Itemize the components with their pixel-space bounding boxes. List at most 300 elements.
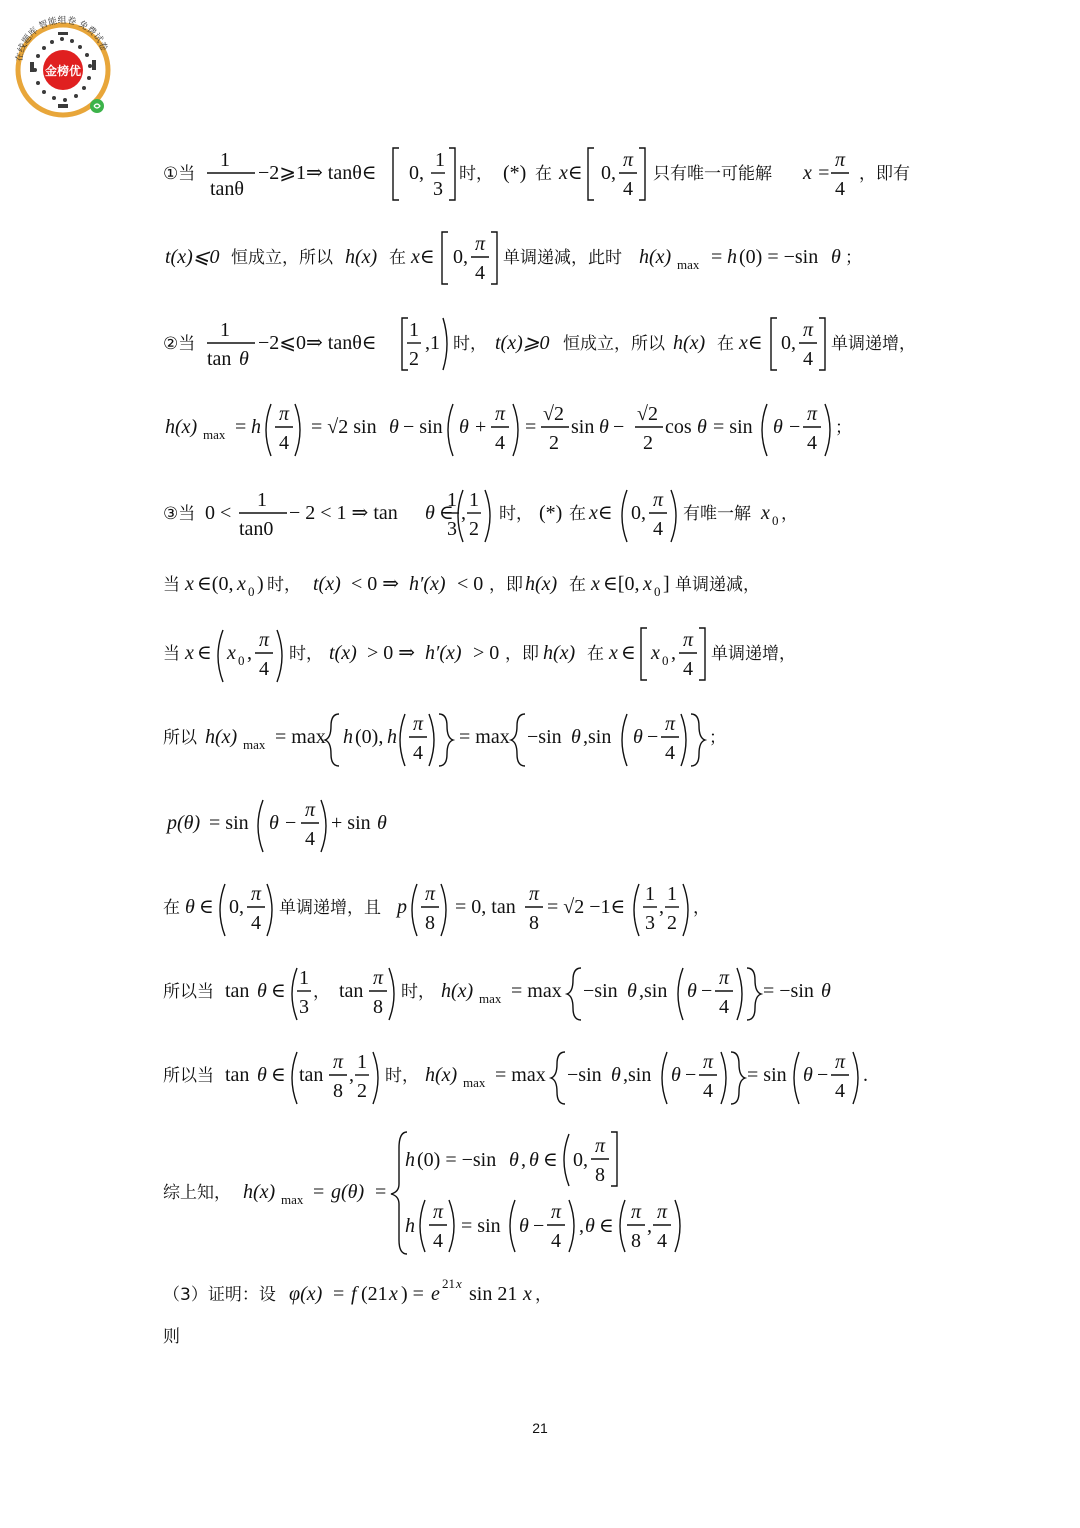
svg-text:4: 4 — [835, 178, 845, 200]
line-2 — [163, 230, 883, 290]
svg-text:1: 1 — [645, 883, 655, 905]
svg-text:−: − — [817, 1064, 829, 1086]
t-le-zero: t(x)⩽0 — [165, 246, 220, 268]
svg-text:,sin: ,sin — [623, 1064, 652, 1086]
svg-text:∈: ∈ — [621, 642, 636, 664]
svg-text:= max: = max — [459, 726, 510, 748]
svg-text:> 0: > 0 — [473, 642, 500, 664]
comma: ， — [693, 898, 710, 918]
svg-text:4: 4 — [657, 1230, 667, 1252]
star-equation-ref: (*) — [503, 162, 527, 184]
comma: ， — [781, 504, 798, 524]
svg-text:4: 4 — [413, 742, 423, 764]
svg-text:−: − — [533, 1215, 545, 1237]
svg-text:]: ] — [663, 573, 670, 595]
semicolon: ； — [845, 248, 862, 268]
cn-only-solution: 只有唯一可能解 — [653, 164, 772, 184]
svg-text:π: π — [475, 233, 486, 255]
svg-text:π: π — [333, 1051, 344, 1073]
svg-text:∈: ∈ — [197, 642, 212, 664]
svg-text:x: x — [237, 573, 246, 595]
svg-text:x∈: x∈ — [589, 502, 613, 524]
svg-text:x: x — [456, 1276, 462, 1291]
case1-label: ①当 — [163, 164, 196, 184]
svg-text:θ: θ — [269, 812, 279, 834]
svg-text:h(x): h(x) — [243, 1181, 276, 1203]
svg-text:π: π — [835, 1051, 846, 1073]
svg-text:=: = — [375, 1181, 387, 1203]
svg-text:θ: θ — [459, 416, 469, 438]
svg-text:0,: 0, — [781, 332, 796, 354]
svg-text:4: 4 — [623, 178, 633, 200]
cn-so-when: 所以当 — [163, 1066, 214, 1086]
svg-text:0 <: 0 < — [205, 502, 232, 524]
svg-text:−: − — [685, 1064, 697, 1086]
svg-text:π: π — [657, 1201, 668, 1223]
svg-text:x: x — [227, 642, 236, 664]
svg-text:8: 8 — [631, 1230, 641, 1252]
cn-when: 当 — [163, 644, 180, 664]
svg-text:h′(x): h′(x) — [425, 642, 462, 664]
svg-text:1: 1 — [667, 883, 677, 905]
svg-text:θ: θ — [257, 980, 267, 1002]
svg-text:x: x — [643, 573, 652, 595]
svg-text:= sin: = sin — [713, 416, 753, 438]
svg-text:< 0 ⇒: < 0 ⇒ — [351, 573, 400, 595]
svg-text:(0),: (0), — [355, 726, 384, 748]
logo-slogan: 在线题库 智能组卷 免费试卷 — [14, 15, 109, 63]
svg-text:4: 4 — [433, 1230, 443, 1252]
svg-text:θ: θ — [697, 416, 707, 438]
svg-text:x: x — [591, 573, 600, 595]
svg-text:0,: 0, — [229, 896, 244, 918]
svg-text:θ: θ — [627, 980, 637, 1002]
cn-unique-solution: 有唯一解 — [683, 504, 751, 524]
svg-text:π: π — [595, 1135, 606, 1157]
svg-text:∈: ∈ — [199, 896, 214, 918]
svg-text:,sin: ,sin — [639, 980, 668, 1002]
svg-text:=: = — [333, 1283, 345, 1305]
cn-namely: ，即 — [505, 644, 539, 664]
svg-text:π: π — [653, 489, 664, 511]
svg-text:θ: θ — [687, 980, 697, 1002]
svg-text:π: π — [413, 713, 424, 735]
svg-text:4: 4 — [305, 828, 315, 850]
svg-text:> 0 ⇒: > 0 ⇒ — [367, 642, 416, 664]
svg-text:π: π — [529, 883, 540, 905]
svg-text:0: 0 — [248, 584, 255, 599]
svg-text:1: 1 — [435, 149, 445, 171]
svg-text:h(x): h(x) — [639, 246, 672, 268]
svg-text:h: h — [343, 726, 353, 748]
svg-text:g(θ): g(θ) — [331, 1181, 365, 1203]
svg-text:−: − — [613, 416, 625, 438]
line-14-proof — [163, 1276, 583, 1316]
svg-text:−sin: −sin — [527, 726, 562, 748]
svg-text:−: − — [701, 980, 713, 1002]
svg-text:4: 4 — [807, 432, 817, 454]
svg-text:tan: tan — [339, 980, 364, 1002]
svg-text:4: 4 — [835, 1080, 845, 1102]
svg-text:0,: 0, — [601, 162, 616, 184]
svg-text:θ: θ — [671, 1064, 681, 1086]
svg-text:(0) = −sin: (0) = −sin — [739, 246, 819, 268]
page-number: 21 — [532, 1420, 548, 1436]
svg-text:4: 4 — [495, 432, 505, 454]
svg-text:π: π — [631, 1201, 642, 1223]
svg-text:3: 3 — [645, 912, 655, 934]
svg-text:1: 1 — [357, 1051, 367, 1073]
svg-text:(21: (21 — [361, 1283, 388, 1305]
svg-text:π: π — [551, 1201, 562, 1223]
ineq-1: −2⩾1⇒ tanθ∈ — [258, 162, 377, 184]
svg-text:= 0, tan: = 0, tan — [455, 896, 516, 918]
svg-text:π: π — [279, 403, 290, 425]
svg-text:θ: θ — [831, 246, 841, 268]
svg-text:0: 0 — [772, 513, 779, 528]
svg-text:8: 8 — [425, 912, 435, 934]
svg-text:1: 1 — [409, 319, 419, 341]
cn-then: 则 — [163, 1327, 180, 1347]
svg-text:1: 1 — [469, 489, 479, 511]
svg-text:2: 2 — [357, 1080, 367, 1102]
svg-text:4: 4 — [719, 996, 729, 1018]
svg-text:∈: ∈ — [543, 1149, 558, 1171]
svg-text:π: π — [259, 629, 270, 651]
svg-text:− 2 < 1 ⇒ tan: − 2 < 1 ⇒ tan — [289, 502, 398, 524]
line-11 — [163, 964, 863, 1024]
line-15 — [163, 1322, 223, 1352]
svg-text:π: π — [835, 149, 846, 171]
cn-namely: ，即 — [489, 575, 523, 595]
cn-proof-set: （3）证明：设 — [163, 1285, 276, 1305]
svg-text:∈: ∈ — [439, 502, 454, 524]
svg-text:=: = — [525, 416, 537, 438]
svg-text:4: 4 — [803, 348, 813, 370]
svg-text:h: h — [251, 416, 261, 438]
cn-in-summary: 综上知， — [163, 1183, 231, 1203]
svg-text:0,: 0, — [409, 162, 424, 184]
svg-text:x: x — [651, 642, 660, 664]
line-8 — [163, 710, 743, 770]
svg-text:√2: √2 — [543, 403, 564, 425]
svg-text:θ: θ — [611, 1064, 621, 1086]
svg-text:): ) — [257, 573, 264, 595]
svg-text:2: 2 — [667, 912, 677, 934]
svg-text:θ: θ — [519, 1215, 529, 1237]
svg-text:∈(0,: ∈(0, — [197, 573, 234, 595]
svg-text:1: 1 — [220, 319, 230, 341]
line-9 — [163, 796, 423, 856]
svg-text:−: − — [789, 416, 801, 438]
svg-text:0: 0 — [662, 653, 669, 668]
cn-always: 恒成立，所以 — [563, 334, 665, 354]
line-7 — [163, 626, 823, 686]
cn-shi: 时， — [499, 504, 533, 524]
svg-text:− sin: − sin — [403, 416, 443, 438]
svg-text:θ: θ — [509, 1149, 519, 1171]
svg-text:=: = — [235, 416, 247, 438]
svg-text:π: π — [305, 799, 316, 821]
svg-text:h(x): h(x) — [425, 1064, 458, 1086]
line-13-piecewise — [163, 1128, 723, 1258]
svg-text:max: max — [677, 257, 700, 272]
hx: h(x) — [673, 332, 706, 354]
svg-text:π: π — [807, 403, 818, 425]
svg-text:x: x — [389, 1283, 398, 1305]
svg-text:8: 8 — [373, 996, 383, 1018]
svg-text:tan: tan — [225, 980, 250, 1002]
svg-text:−: − — [647, 726, 659, 748]
svg-text:h: h — [405, 1215, 415, 1237]
svg-text:θ: θ — [185, 896, 195, 918]
cn-always: 恒成立，所以 — [231, 248, 333, 268]
cn-zai: 在 — [569, 504, 586, 524]
svg-text:∈: ∈ — [599, 1215, 614, 1237]
svg-text:cos: cos — [665, 416, 692, 438]
svg-text:,: , — [671, 642, 676, 664]
svg-text:+ sin: + sin — [331, 812, 371, 834]
svg-text:= max: = max — [495, 1064, 546, 1086]
site-logo — [8, 6, 118, 122]
svg-text:) =: ) = — [401, 1283, 424, 1305]
svg-text:f: f — [351, 1283, 357, 1305]
cn-zai: 在 — [535, 164, 552, 184]
star-equation-ref: (*) — [539, 502, 563, 524]
svg-text:x: x — [761, 502, 770, 524]
frac-numerator: 1 — [220, 149, 230, 171]
svg-text:θ: θ — [239, 348, 249, 370]
cn-zai: 在 — [389, 248, 406, 268]
svg-text:4: 4 — [703, 1080, 713, 1102]
svg-text:h(x): h(x) — [165, 416, 198, 438]
line-4 — [163, 400, 863, 460]
svg-text:= √2 −1∈: = √2 −1∈ — [547, 896, 626, 918]
cn-shi: 时， — [267, 575, 301, 595]
svg-text:= max: = max — [275, 726, 326, 748]
svg-text:1: 1 — [447, 489, 457, 511]
svg-text:θ: θ — [633, 726, 643, 748]
svg-text:0,: 0, — [453, 246, 468, 268]
svg-text:= −sin: = −sin — [763, 980, 814, 1002]
x-in: x∈ — [739, 332, 763, 354]
semicolon: ； — [709, 728, 726, 748]
svg-text:4: 4 — [251, 912, 261, 934]
svg-text:4: 4 — [279, 432, 289, 454]
svg-text:4: 4 — [653, 518, 663, 540]
svg-text:φ(x): φ(x) — [289, 1283, 323, 1305]
svg-text:x: x — [523, 1283, 532, 1305]
svg-text:∈[0,: ∈[0, — [603, 573, 640, 595]
line-case-2 — [163, 316, 923, 376]
svg-text:,: , — [659, 896, 664, 918]
svg-text:max: max — [281, 1192, 304, 1207]
svg-text:4: 4 — [665, 742, 675, 764]
svg-text:π: π — [683, 629, 694, 651]
mini-program-icon — [90, 99, 104, 113]
svg-text:4: 4 — [683, 658, 693, 680]
svg-text:max: max — [463, 1075, 486, 1090]
comma: ， — [535, 1285, 552, 1305]
svg-text:sin: sin — [571, 416, 595, 438]
ineq-2: −2⩽0⇒ tanθ∈ — [258, 332, 377, 354]
svg-text:θ: θ — [773, 416, 783, 438]
svg-text:2: 2 — [409, 348, 419, 370]
cn-shi: 时， — [459, 164, 493, 184]
cn-shi: 时， — [401, 982, 435, 1002]
svg-text:+: + — [475, 416, 487, 438]
cn-shi: 时， — [385, 1066, 419, 1086]
svg-text:x: x — [185, 573, 194, 595]
case2-label: ②当 — [163, 334, 196, 354]
svg-text:θ: θ — [599, 416, 609, 438]
svg-text:π: π — [703, 1051, 714, 1073]
svg-text:θ: θ — [529, 1149, 539, 1171]
svg-text:3: 3 — [299, 996, 309, 1018]
cn-increasing: 单调递增， — [831, 334, 916, 354]
svg-text:= sin: = sin — [461, 1215, 501, 1237]
x-in: x∈ — [411, 246, 435, 268]
line-6 — [163, 566, 783, 606]
svg-text:h(x): h(x) — [543, 642, 576, 664]
svg-text:3: 3 — [433, 178, 443, 200]
svg-text:8: 8 — [595, 1164, 605, 1186]
svg-text:p(θ): p(θ) — [167, 812, 201, 834]
svg-text:√2: √2 — [637, 403, 658, 425]
cn-when: 当 — [163, 575, 180, 595]
svg-text:tan: tan — [299, 1064, 324, 1086]
svg-text:p: p — [397, 896, 407, 918]
svg-text:π: π — [665, 713, 676, 735]
svg-text:,: , — [349, 1064, 354, 1086]
cn-shi: 时， — [453, 334, 487, 354]
svg-text:θ: θ — [425, 502, 435, 524]
svg-text:θ: θ — [389, 416, 399, 438]
svg-text:21: 21 — [442, 1276, 455, 1291]
svg-text:2: 2 — [643, 432, 653, 454]
cn-zai: 在 — [163, 898, 180, 918]
cn-so: 所以 — [163, 728, 197, 748]
cn-increasing-and: 单调递增，且 — [279, 898, 381, 918]
svg-text:,sin: ,sin — [583, 726, 612, 748]
svg-text:0,: 0, — [573, 1149, 588, 1171]
svg-text:h′(x): h′(x) — [409, 573, 446, 595]
svg-text:t(x): t(x) — [329, 642, 357, 664]
cn-zai: 在 — [717, 334, 734, 354]
svg-text:θ: θ — [571, 726, 581, 748]
svg-text:8: 8 — [333, 1080, 343, 1102]
svg-text:h(x): h(x) — [205, 726, 238, 748]
svg-text:e: e — [431, 1283, 440, 1305]
svg-text:θ: θ — [821, 980, 831, 1002]
svg-text:max: max — [243, 737, 266, 752]
svg-text:h: h — [405, 1149, 415, 1171]
svg-text:= √2 sin: = √2 sin — [311, 416, 377, 438]
svg-text:−: − — [285, 812, 297, 834]
cn-zai: 在 — [587, 644, 604, 664]
svg-text:θ: θ — [257, 1064, 267, 1086]
svg-text:,: , — [521, 1149, 526, 1171]
svg-text:=: = — [711, 246, 723, 268]
cn-decreasing: 单调递减，此时 — [503, 248, 622, 268]
svg-text:h: h — [727, 246, 737, 268]
svg-text:∈: ∈ — [271, 980, 286, 1002]
svg-text:< 0: < 0 — [457, 573, 484, 595]
line-case-1 — [163, 146, 923, 206]
svg-text:= max: = max — [511, 980, 562, 1002]
t-ge-zero: t(x)⩾0 — [495, 332, 550, 354]
x-eq: x = — [803, 162, 831, 184]
svg-text:,: , — [461, 502, 466, 524]
svg-text:0,: 0, — [631, 502, 646, 524]
svg-text:2: 2 — [469, 518, 479, 540]
svg-text:−sin: −sin — [583, 980, 618, 1002]
svg-text:0: 0 — [238, 653, 245, 668]
svg-text:=: = — [313, 1181, 325, 1203]
svg-text:3: 3 — [447, 518, 457, 540]
svg-text:2: 2 — [549, 432, 559, 454]
svg-text:−sin: −sin — [567, 1064, 602, 1086]
svg-text:θ: θ — [803, 1064, 813, 1086]
line-case-3 — [163, 486, 823, 546]
svg-text:= sin: = sin — [747, 1064, 787, 1086]
x-in: x∈ — [559, 162, 583, 184]
semicolon: ； — [835, 418, 852, 438]
svg-text:= sin: = sin — [209, 812, 249, 834]
svg-text:π: π — [251, 883, 262, 905]
svg-text:tan0: tan0 — [239, 518, 274, 540]
svg-text:max: max — [479, 991, 502, 1006]
line-10 — [163, 880, 743, 940]
cn-shi: 时， — [289, 644, 323, 664]
svg-text:x: x — [185, 642, 194, 664]
cn-so-when: 所以当 — [163, 982, 214, 1002]
svg-text:sin 21: sin 21 — [469, 1283, 518, 1305]
svg-text:tan: tan — [225, 1064, 250, 1086]
svg-text:π: π — [623, 149, 634, 171]
svg-text:,: , — [647, 1215, 652, 1237]
svg-text:θ: θ — [585, 1215, 595, 1237]
svg-text:π: π — [425, 883, 436, 905]
cn-namely: ，即有 — [859, 164, 910, 184]
hx: h(x) — [345, 246, 378, 268]
svg-text:,: , — [579, 1215, 584, 1237]
svg-text:π: π — [719, 967, 730, 989]
line-12 — [163, 1048, 883, 1108]
svg-text:1: 1 — [257, 489, 267, 511]
svg-text:h(x): h(x) — [525, 573, 558, 595]
svg-text:max: max — [203, 427, 226, 442]
svg-text:(0) = −sin: (0) = −sin — [417, 1149, 497, 1171]
svg-text:π: π — [433, 1201, 444, 1223]
svg-text:π: π — [373, 967, 384, 989]
period: . — [863, 1064, 868, 1086]
svg-text:,1: ,1 — [425, 332, 440, 354]
svg-text:4: 4 — [259, 658, 269, 680]
logo-name: 金榜优 — [44, 64, 82, 78]
svg-text:∈: ∈ — [271, 1064, 286, 1086]
svg-text:π: π — [803, 319, 814, 341]
svg-text:0: 0 — [654, 584, 661, 599]
svg-text:tan: tan — [207, 348, 232, 370]
frac-denominator: tanθ — [210, 178, 245, 200]
svg-text:1: 1 — [299, 967, 309, 989]
cn-increasing: 单调递增， — [711, 644, 796, 664]
svg-text:h(x): h(x) — [441, 980, 474, 1002]
svg-text:x: x — [609, 642, 618, 664]
svg-text:π: π — [495, 403, 506, 425]
svg-text:,: , — [247, 642, 252, 664]
